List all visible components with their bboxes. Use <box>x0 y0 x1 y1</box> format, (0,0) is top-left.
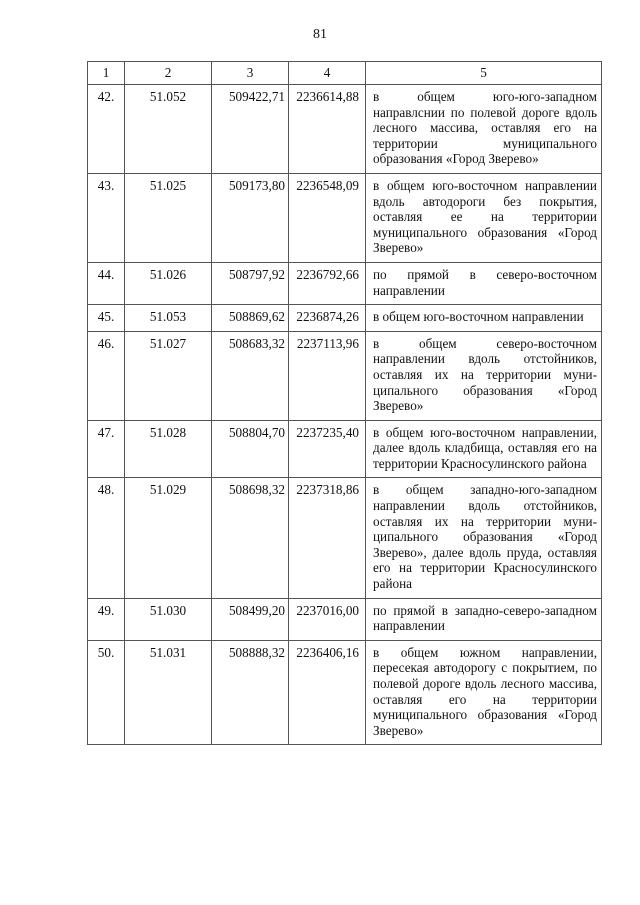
table-row <box>88 173 602 262</box>
coord-x: 508804,70 <box>212 420 289 478</box>
coord-y: 2236614,88 <box>289 85 366 174</box>
point-id: 51.030 <box>125 598 212 640</box>
segment-description: в общем юго-восточном направлении, далее вдоль кладбища, оставляя его на территории Красносулинского района <box>366 420 602 478</box>
coord-y: 2236792,66 <box>289 262 366 304</box>
header-col-1: 1 <box>88 62 125 85</box>
coord-y: 2236406,16 <box>289 640 366 745</box>
point-id: 51.026 <box>125 262 212 304</box>
coord-y: 2237113,96 <box>289 331 366 420</box>
coord-x: 508683,32 <box>212 331 289 420</box>
coord-y: 2236548,09 <box>289 173 366 262</box>
row-number: 46. <box>88 331 125 420</box>
coord-x: 508869,62 <box>212 305 289 332</box>
point-id: 51.029 <box>125 478 212 598</box>
row-number: 42. <box>88 85 125 174</box>
row-number: 47. <box>88 420 125 478</box>
table-row <box>88 640 602 745</box>
segment-description: в общем юго-юго-западном направлснии по полевой дороге вдоль лесного массива, оставляя его на территории муниципального образования «Город Зверево» <box>366 85 602 174</box>
row-number: 45. <box>88 305 125 332</box>
point-id: 51.027 <box>125 331 212 420</box>
segment-description: в общем юго-восточном направлении <box>366 305 602 332</box>
table-row <box>88 331 602 420</box>
table-row <box>88 305 602 332</box>
row-number: 49. <box>88 598 125 640</box>
coord-x: 508797,92 <box>212 262 289 304</box>
coord-y: 2237235,40 <box>289 420 366 478</box>
point-id: 51.025 <box>125 173 212 262</box>
segment-description: в общем южном направлении, пересекая автодорогу с покрытием, по полевой дороге вдоль лесного массива, оставляя его на территории муниципального образования «Город Зверево» <box>366 640 602 745</box>
coord-y: 2237318,86 <box>289 478 366 598</box>
coord-x: 508499,20 <box>212 598 289 640</box>
header-col-2: 2 <box>125 62 212 85</box>
table-row <box>88 420 602 478</box>
segment-description: по прямой в северо-восточном направлении <box>366 262 602 304</box>
page-number: 81 <box>313 27 327 42</box>
segment-description: в общем северо-восточном направлении вдоль отстойников, оставляя их на территории муниципального образования «Город Зверево» <box>366 331 602 420</box>
row-number: 48. <box>88 478 125 598</box>
segment-description: в общем западно-юго-западном направлении вдоль отстойников, оставляя их на территории муниципального образования «Город Зверево», далее вдоль пруда, оставляя его на территории Красносулинского района <box>366 478 602 598</box>
boundary-table <box>87 61 602 745</box>
point-id: 51.053 <box>125 305 212 332</box>
segment-description: в общем юго-восточном направлении вдоль автодороги без покрытия, оставляя ее на территории муниципального образования «Город Зверево» <box>366 173 602 262</box>
coord-x: 508888,32 <box>212 640 289 745</box>
table-header-row <box>88 62 602 85</box>
point-id: 51.028 <box>125 420 212 478</box>
coord-x: 509173,80 <box>212 173 289 262</box>
table-row <box>88 478 602 598</box>
point-id: 51.031 <box>125 640 212 745</box>
coord-y: 2237016,00 <box>289 598 366 640</box>
coord-x: 508698,32 <box>212 478 289 598</box>
header-col-4: 4 <box>289 62 366 85</box>
row-number: 50. <box>88 640 125 745</box>
table-row <box>88 262 602 304</box>
header-col-5: 5 <box>366 62 602 85</box>
point-id: 51.052 <box>125 85 212 174</box>
row-number: 43. <box>88 173 125 262</box>
coord-y: 2236874,26 <box>289 305 366 332</box>
segment-description: по прямой в западно-северо-западном направлении <box>366 598 602 640</box>
row-number: 44. <box>88 262 125 304</box>
table-row <box>88 598 602 640</box>
coord-x: 509422,71 <box>212 85 289 174</box>
header-col-3: 3 <box>212 62 289 85</box>
table-row <box>88 85 602 174</box>
